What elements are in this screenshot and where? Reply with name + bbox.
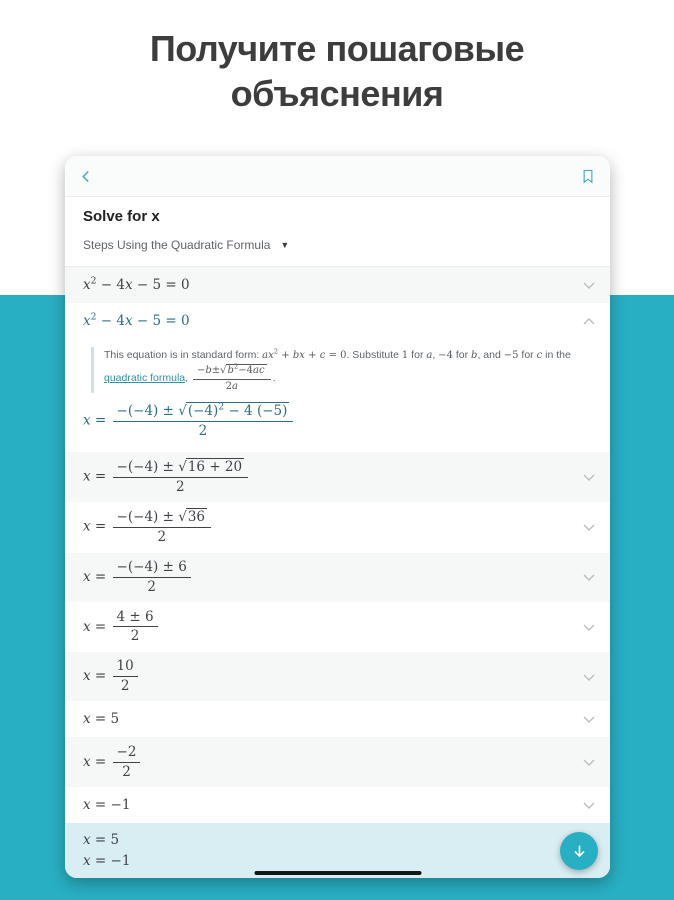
step-row[interactable]	[65, 787, 610, 823]
bookmark-button[interactable]	[576, 165, 600, 188]
explanation	[65, 339, 610, 395]
inline-math: b	[471, 350, 478, 361]
inline-math: $\frac{-b\pm√b^2-4ac}{2a}$	[191, 373, 273, 384]
step-equation: $x^2 - 4x - 5 = 0$	[83, 311, 190, 329]
back-button[interactable]	[75, 166, 96, 187]
bookmark-icon	[582, 169, 594, 184]
chevron-left-icon	[81, 170, 90, 183]
step-equation: x = $\frac{-(-4) \pm 6}{2}$	[83, 559, 193, 596]
card-header	[65, 156, 610, 197]
chevron-down-icon	[583, 623, 595, 632]
inline-math: −5	[503, 350, 519, 361]
step-equation: x = 5	[83, 711, 120, 728]
step-row[interactable]	[65, 602, 610, 652]
quadratic-formula-link[interactable]: quadratic formula	[104, 372, 186, 384]
chevron-down-icon	[583, 673, 595, 682]
solve-heading: Solve for x	[83, 208, 160, 225]
step-equation: x = $\frac{-(-4) \pm √36}{2}$	[83, 508, 213, 546]
step-row[interactable]	[65, 502, 610, 553]
chevron-down-icon	[583, 715, 595, 724]
scroll-down-button[interactable]	[560, 832, 598, 870]
solver-card	[65, 156, 610, 878]
title-block	[65, 197, 610, 267]
chevron-down-icon	[583, 801, 595, 810]
step-row-equation-expanded[interactable]	[65, 303, 610, 339]
step-row[interactable]	[65, 737, 610, 787]
step-equation: x = $\frac{-(-4) \pm √16 + 20}{2}$	[83, 458, 250, 496]
method-dropdown[interactable]	[83, 238, 289, 252]
step-equation: x = $\frac{-2}{2}$	[83, 744, 142, 781]
explanation-text: This equation is in standard form: $ax^2$ + bx + c = 0. Substitute 1 for a, −4 for b, and −5 for c in the quadratic formula, $\frac{-b\pm√b^2-4ac}{2a}$ .	[104, 347, 571, 392]
chevron-down-icon	[583, 473, 595, 482]
step-equation: x = $\frac{10}{2}$	[83, 658, 140, 695]
step-row[interactable]	[65, 452, 610, 503]
step-row[interactable]	[65, 652, 610, 702]
result-block	[65, 823, 610, 878]
step-row[interactable]	[65, 553, 610, 603]
promo-title: Получите пошаговые объяснения	[149, 28, 525, 115]
step-equation: x = $\frac{4 \pm 6}{2}$	[83, 609, 160, 646]
explanation-accent-bar	[91, 347, 94, 393]
inline-math: −4	[438, 350, 453, 361]
step-equation: x = $\frac{-(-4) \pm √(-4)^2 - 4 (-5)}{2}$	[83, 402, 295, 440]
step-equation: $x^2 - 4x - 5 = 0$	[83, 275, 190, 293]
inline-math: c	[536, 350, 543, 361]
home-indicator[interactable]	[254, 871, 421, 875]
step-row-equation[interactable]	[65, 267, 610, 303]
step-row[interactable]	[65, 701, 610, 737]
caret-down-icon: ▼	[280, 240, 290, 250]
arrow-down-icon	[572, 844, 587, 859]
chevron-down-icon	[583, 281, 595, 290]
step-row-substituted-formula	[65, 395, 610, 452]
chevron-down-icon	[583, 758, 595, 767]
chevron-down-icon	[583, 523, 595, 532]
result-line: x = −1	[83, 852, 131, 869]
inline-math: a	[426, 350, 433, 361]
chevron-up-icon	[583, 317, 595, 326]
inline-math: 1	[401, 350, 409, 361]
chevron-down-icon	[583, 573, 595, 582]
method-label: Steps Using the Quadratic Formula	[83, 238, 271, 252]
step-equation: x = −1	[83, 796, 131, 813]
inline-math: $ax^2$ + bx + c = 0	[262, 347, 347, 361]
result-line: x = 5	[83, 831, 120, 848]
